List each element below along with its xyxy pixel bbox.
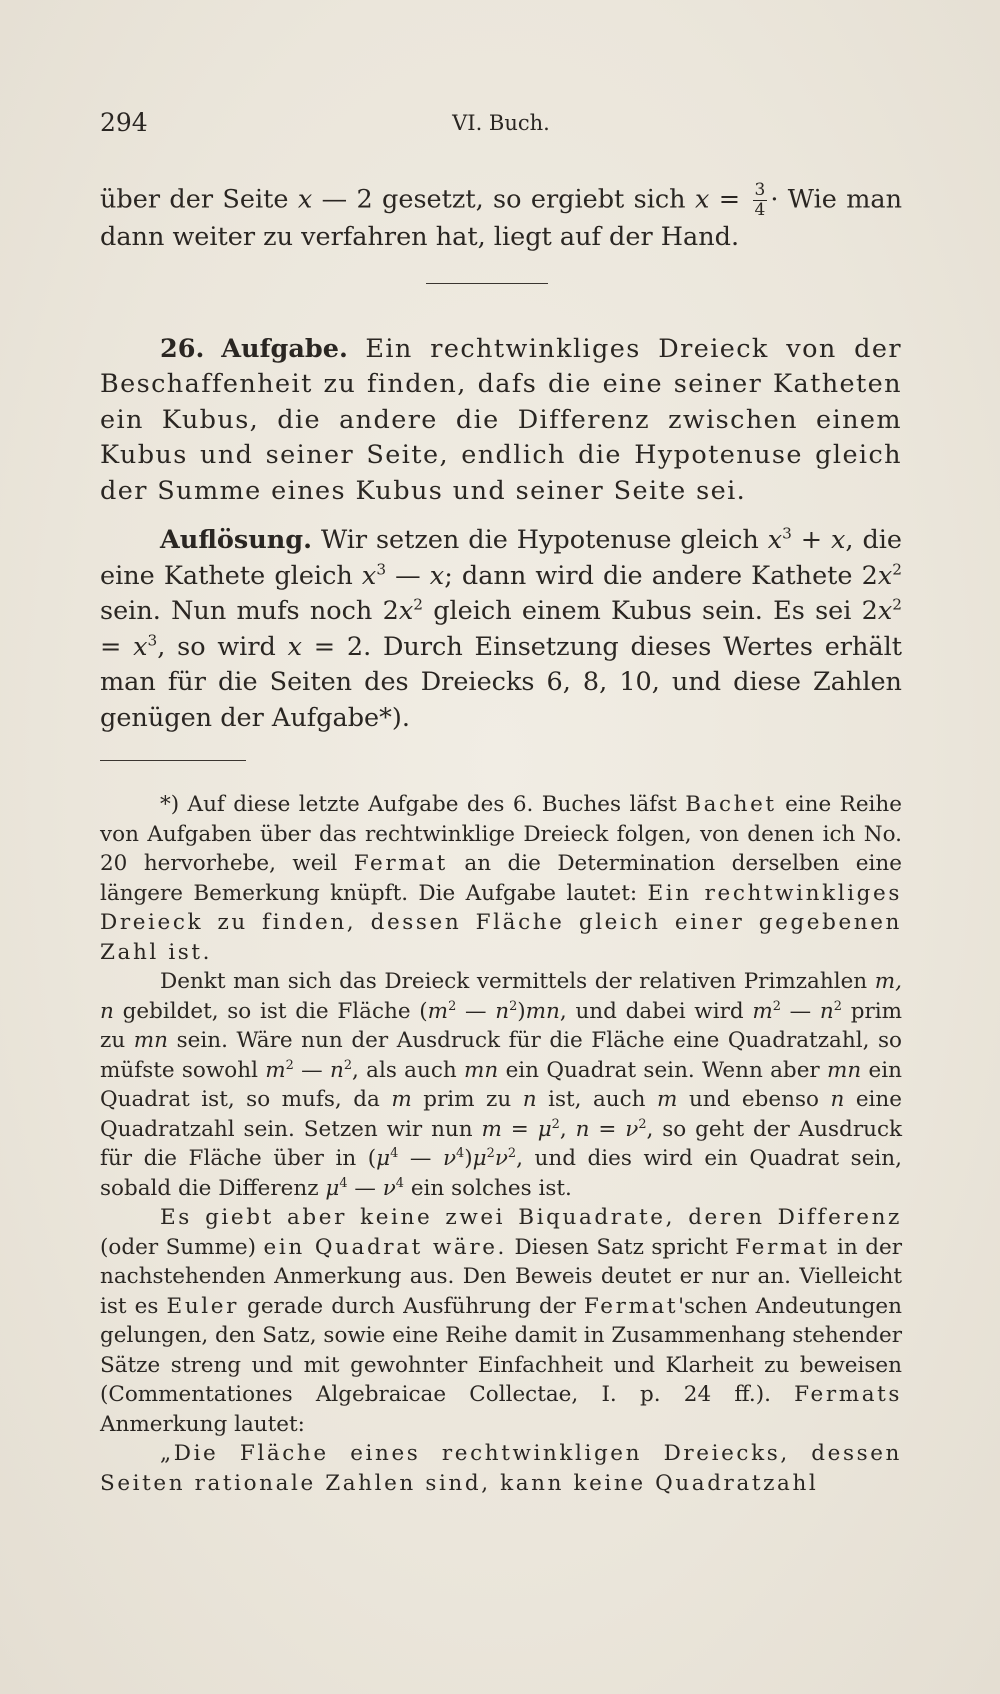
solution-label: Auflösung. [160, 525, 313, 555]
main-text [100, 181, 902, 736]
page-number: 294 [100, 108, 148, 137]
running-head [100, 108, 902, 138]
footnote-rule [100, 760, 246, 761]
problem-label: 26. Aufgabe. [160, 333, 348, 364]
footnote-paragraph-1: *) Auf diese letzte Aufgabe des 6. Buches läfst Bachet eine Reihe von Aufgaben über das rechtwinklige Dreieck folgen, von denen ich No. 20 hervorhebe, weil Fermat an die Determination derselben eine längere Bemerkung knüpft. Die Aufgabe lautet: Ein rechtwinkliges Dreieck zu finden, dessen Fläche gleich einer gegebenen Zahl ist. [100, 792, 903, 965]
section-divider [426, 283, 548, 284]
footnote-paragraph-2: Denkt man sich das Dreieck vermittels der relativen Primzahlen m, n gebildet, so ist die Fläche ($m^2$ — $n^2)mn$, und dabei wird $m^2$ — $n^2$ prim zu mn sein. Wäre nun der Ausdruck für die Fläche eine Quadratzahl, so müfste sowohl $m^2$ — $n^2$, als auch mn ein Quadrat sein. Wenn aber mn ein Quadrat ist, so mufs, da m prim zu n ist, auch m und ebenso n eine Quadratzahl sein. Setzen wir nun $m = \mu^2$, $n = \nu^2$, so geht der Ausdruck für die Fläche über in ($\mu^4$ — $\nu^4)\mu^2\nu^2$, und dies wird ein Quadrat sein, sobald die Differenz $\mu^4$ — $\nu^4$ ein solches ist. [100, 969, 903, 1201]
solution-paragraph: Auflösung. Wir setzen die Hypotenuse gleich $x^3 + x$, die eine Kathete gleich $x^3$ — x; dann wird die andere Kathete $2x^2$ sein. Nun mufs noch $2x^2$ gleich einem Kubus sein. Es sei $2x^2 = x^3$, so wird x = 2. Durch Einsetzung dieses Wertes erhält man für die Seiten des Dreiecks 6, 8, 10, und diese Zahlen genügen der Aufgabe*). [100, 524, 903, 733]
footnotes [100, 790, 902, 1498]
intro-paragraph: über der Seite x — 2 gesetzt, so ergiebt sich x = $\frac{3}{4}$ · Wie man dann weiter zu verfahren hat, liegt auf der Hand. [100, 180, 902, 252]
footnote-paragraph-4: „Die Fläche eines rechtwinkligen Dreiecks, dessen Seiten rationale Zahlen sind, kann keine Quadratzahl [100, 1441, 902, 1496]
running-title: VI. Buch. [452, 111, 550, 135]
footnote-paragraph-3: Es giebt aber keine zwei Biquadrate, deren Differenz (oder Summe) ein Quadrat wäre. Diesen Satz spricht Fermat in der nachstehenden Anmerkung aus. Den Beweis deutet er nur an. Vielleicht ist es Euler gerade durch Ausführung der Fermat'schen Andeutungen gelungen, den Satz, sowie eine Reihe damit in Zusammenhang stehender Sätze streng und mit gewohnter Einfachheit und Klarheit zu beweisen (Commentationes Algebraicae Collectae, I. p. 24 ff.). Fermats Anmerkung lautet: [100, 1205, 902, 1437]
problem-paragraph: 26. Aufgabe. Ein rechtwinkliges Dreieck von der Beschaffenheit zu finden, dafs die eine seiner Katheten ein Kubus, die andere die Differenz zwischen einem Kubus und seiner Seite, endlich die Hypotenuse gleich der Summe eines Kubus und seiner Seite sei. [100, 333, 902, 506]
fraction: $\frac{3}{4}$ [754, 180, 766, 220]
